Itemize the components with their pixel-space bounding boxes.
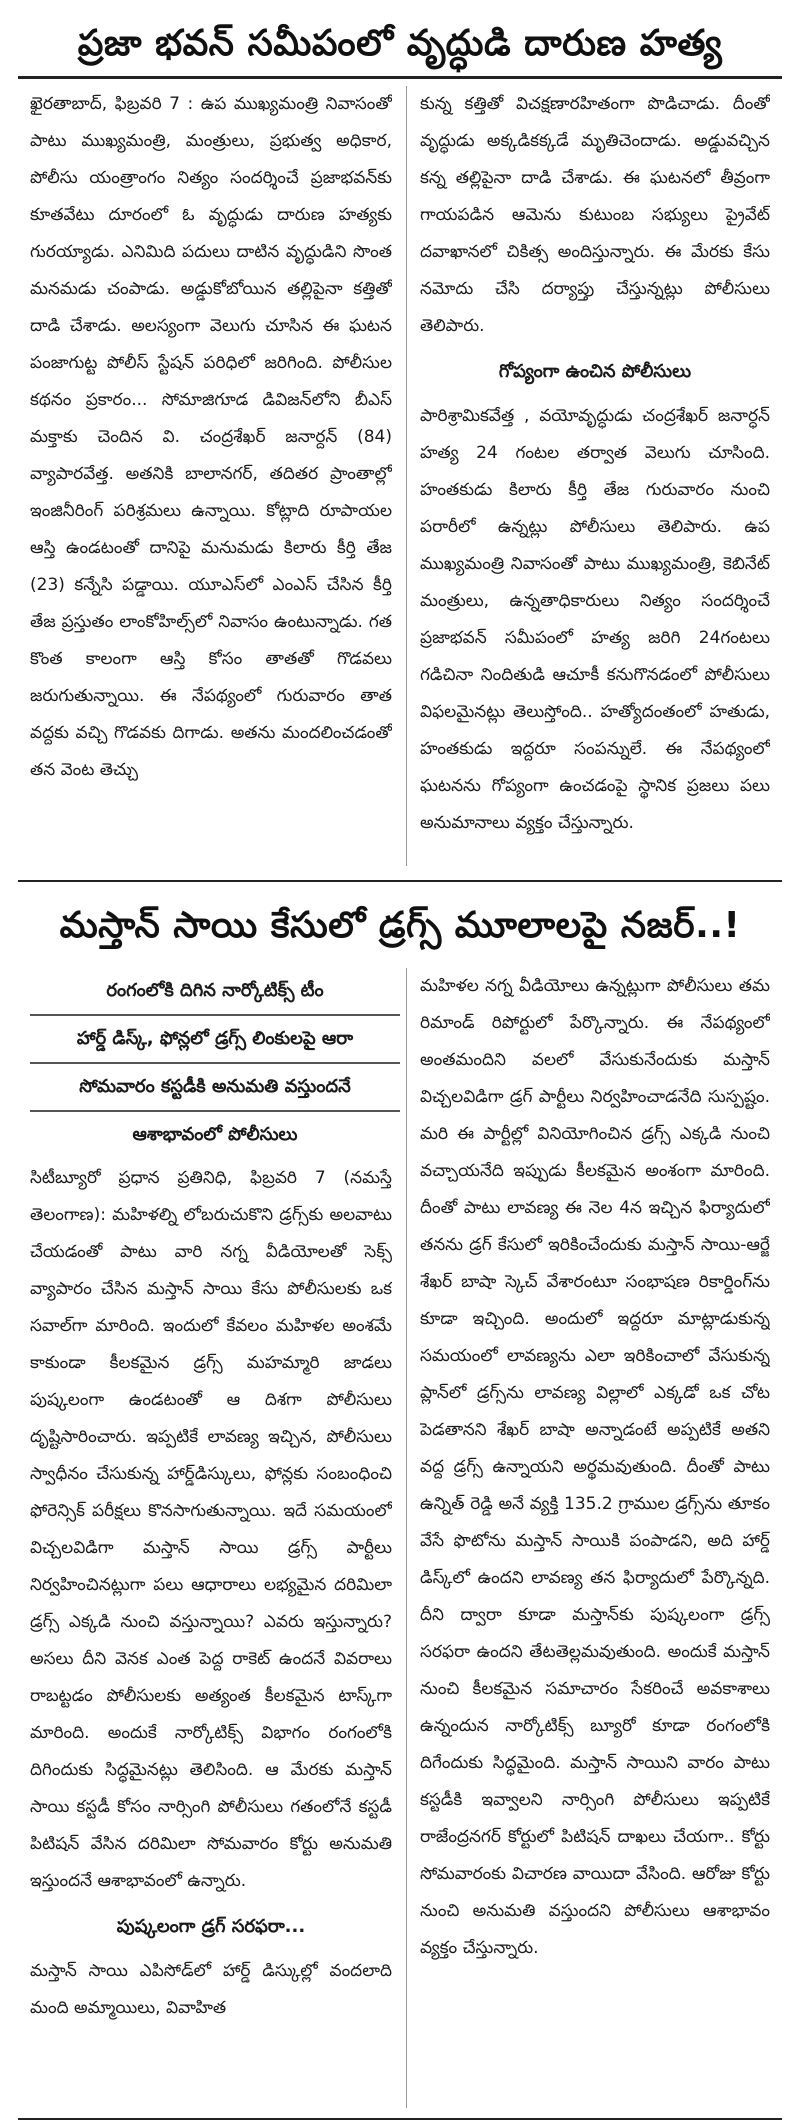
page-bottom-rule	[18, 2118, 782, 2120]
article2-right-text: మహిళల నగ్న వీడియోలు ఉన్నట్లుగా పోలీసులు తమ రిమాండ్ రిపోర్టులో పేర్కొన్నారు. ఈ నేపథ్యంలో అంతమందిని వలలో వేసుకునేందుకు మస్తాన్ విచ్చలవిడిగా డ్రగ్ పార్టీలు నిర్వహించాడనేది సుస్పష్టం. మరి ఈ పార్టీల్లో వినియోగించిన డ్రగ్స్ ఎక్కడి నుంచి వచ్చాయనేది ఇప్పుడు కీలకమైన అంశంగా మారింది. దీంతో పాటు లావణ్య ఈ నెల 4న ఇచ్చిన ఫిర్యాదులో తనను డ్రగ్ కేసులో ఇరికించేందుకు మస్తాన్ సాయి-ఆర్జే శేఖర్ బాషా స్కెచ్ వేశారంటూ సంభాషణ రికార్డింగ్‌ను కూడా ఇచ్చింది. అందులో ఇద్దరూ మాట్లాడుకున్న సమయంలో లావణ్యను ఎలా ఇరికించాలో వేసుకున్న ప్లాన్‌లో డ్రగ్స్‌ను లావణ్య విల్లాలో ఎక్కడో ఒక చోట పెడతానని శేఖర్ బాషా అన్నాడంటే అప్పటికే అతని వద్ద డ్రగ్స్ ఉన్నాయని అర్థమవుతుంది. దీంతో పాటు ఉన్నిత్ రెడ్డి అనే వ్యక్తి 135.2 గ్రాముల డ్రగ్స్‌ను తూకం వేసే ఫొటోను మస్తాన్ సాయికి పంపాడని, అది హార్డ్ డిస్క్‌లో ఉందని లావణ్య తన ఫిర్యాదులో పేర్కొన్నది. దీని ద్వారా కూడా మస్తాన్‌కు పుష్కలంగా డ్రగ్స్ సరఫరా ఉందని తేటతెల్లమవుతుంది. అందుకే మస్తాన్ నుంచి కీలకమైన సమాచారం సేకరించే అవకాశాలు ఉన్నందున నార్కోటిక్స్ బ్యూరో కూడా రంగంలోకి దిగేందుకు సిద్ధమైంది. మస్తాన్ సాయిని వారం పాటు కస్టడీకి ఇవ్వాలని నార్సింగి పోలీసులు ఇప్పటికే రాజేంద్రనగర్ కోర్టులో పిటిషన్ దాఖలు చేయగా.. కోర్టు సోమవారంకు విచారణ వాయిదా వేసింది. ఆరోజు కోర్టు నుంచి అనుమతి వస్తుందని పోలీసులు ఆశాభావం వ్యక్తం చేస్తున్నారు.	[420, 976, 770, 1958]
article2-headline: మస్తాన్ సాయి కేసులో డ్రగ్స్ మూలాలపై నజర్..!	[59, 905, 741, 946]
article2-subhead: పుష్కలంగా డ్రగ్ సరఫరా...	[116, 1916, 306, 1937]
column-divider	[406, 86, 407, 866]
article1-left-text: ఖైరతాబాద్, ఫిబ్రవరి 7 : ఉప ముఖ్యమంత్రి నివాసంతో పాటు ముఖ్యమంత్రి, మంత్రులు, ప్రభుత్వ అధికార, పోలీసు యంత్రాంగం నిత్యం సందర్శించే ప్రజాభవన్‌కు కూతవేటు దూరంలో ఓ వృద్ధుడు దారుణ హత్యకు గురయ్యాడు. ఎనిమిది పదులు దాటిన వృద్ధుడిని సొంత మనమడు చంపాడు. అడ్డుకోబోయిన తల్లిపైనా కత్తితో దాడి చేశాడు. అలస్యంగా వెలుగు చూసిన ఈ ఘటన పంజాగుట్ట పోలీస్ స్టేషన్ పరిధిలో జరిగింది. పోలీసుల కథనం ప్రకారం... సోమాజిగూడ డివిజన్‌లోని బీఎస్ మక్తాకు చెందిన వి. చంద్రశేఖర్ జనార్దన్ (84) వ్యాపారవేత్త. అతనికి బాలానగర్, తదితర ప్రాంతాల్లో ఇంజినీరింగ్ పరిశ్రమలు ఉన్నాయి. కోట్లాది రూపాయల ఆస్తి ఉండటంతో దానిపై మనుమడు కిలారు కీర్తి తేజ (23) కన్నేసి పడ్డాయి. యూఎస్‌లో ఎంఎస్ చేసిన కీర్తి తేజ ప్రస్తుతం లాంకోహిల్స్‌లో నివాసం ఉంటున్నాడు. గత కొంత కాలంగా ఆస్తి కోసం తాతతో గొడవలు జరుగుతున్నాయి. ఈ నేపథ్యంలో గురువారం తాత వద్దకు వచ్చి గొడవకు దిగాడు. అతను మందలించడంతో తన వెంట తెచ్చు	[30, 94, 392, 780]
article2-left-column	[30, 1160, 392, 2110]
article1-top-rule	[18, 76, 782, 79]
article1-right-top-text: కున్న కత్తితో విచక్షణారహితంగా పొడిచాడు. దీంతో వృద్ధుడు అక్కడికక్కడే మృతిచెందాడు. అడ్డువచ్చిన కన్న తల్లిపైనా దాడి చేశాడు. ఈ ఘటనలో తీవ్రంగా గాయపడిన ఆమెను కుటుంబ సభ్యులు ప్రైవేట్ దవాఖానలో చికిత్స అందిస్తున్నారు. ఈ మేరకు కేసు నమోదు చేసి దర్యాప్తు చేస్తున్నట్లు పోలీసులు తెలిపారు.	[420, 94, 770, 336]
article1-right-bottom-text: పారిశ్రామికవేత్త , వయోవృద్ధుడు చంద్రశేఖర్ జనార్ధన్ హత్య 24 గంటల తర్వాత వెలుగు చూసింది. హంతకుడు కిలారు కీర్తి తేజ గురువారం నుంచి పరారీలో ఉన్నట్లు పోలీసులు తెలిపారు. ఉప ముఖ్యమంత్రి నివాసంతో పాటు ముఖ్యమంత్రి, కెబినేట్ మంత్రులు, ఉన్నతాధికారులు నిత్యం సందర్శించే ప్రజాభవన్ సమీపంలో హత్య జరిగి 24గంటలు గడిచినా నిందితుడి ఆచూకీ కనుగొనడంలో పోలీసులు విఫలమైనట్లు తెలుస్తోంది.. హత్యోదంతంలో హతుడు, హంతకుడు ఇద్దరూ సంపన్నులే. ఈ నేపథ్యంలో ఘటనను గోప్యంగా ఉంచడంపై స్థానిక ప్రజలు పలు అనుమానాలు వ్యక్తం చేస్తున్నారు.	[420, 406, 770, 833]
deck-line: ఆశాభావంలో పోలీసులు	[30, 1110, 400, 1158]
article2-left-tail-text: మస్తాన్ సాయి ఎపిసోడ్‌లో హార్డ్ డిస్కుల్లో వందలాది మంది అమ్మాయిలు, వివాహిత	[30, 1961, 392, 2018]
deck-line: సోమవారం కస్టడీకి అనుమతి వస్తుందనే	[30, 1062, 400, 1110]
deck-line: రంగంలోకి దిగిన నార్కోటిక్స్ టీం	[106, 980, 324, 1001]
article1-subhead: గోప్యంగా ఉంచిన పోలీసులు	[498, 361, 692, 382]
article2-left-text: సిటీబ్యూరో ప్రధాన ప్రతినిధి, ఫిబ్రవరి 7 (నమస్తే తెలంగాణ): మహిళల్ని లోబరుచుకొని డ్రగ్స్‌కు అలవాటు చేయడంతో పాటు వారి నగ్న వీడియోలతో సెక్స్ వ్యాపారం చేసిన మస్తాన్ సాయి కేసు పోలీసులకు ఒక సవాల్‌గా మారింది. ఇందులో కేవలం మహిళల అంశమే కాకుండా కీలకమైన డ్రగ్స్ మహమ్మారి జాడలు పుష్కలంగా ఉండటంతో ఆ దిశగా పోలీసులు దృష్టిసారించారు. ఇప్పటికే లావణ్య ఇచ్చిన, పోలీసులు స్వాధీనం చేసుకున్న హార్డ్‌డిస్కులు, ఫోన్లకు సంబంధించి ఫోరెన్సిక్ పరీక్షలు కొనసాగుతున్నాయి. ఇదే సమయంలో విచ్చలవిడిగా మస్తాన్ సాయి డ్రగ్స్ పార్టీలు నిర్వహించినట్లుగా పలు ఆధారాలు లభ్యమైన దరిమిలా డ్రగ్స్ ఎక్కడి నుంచి వస్తున్నాయి? ఎవరు ఇస్తున్నారు? అసలు దీని వెనక ఎంత పెద్ద రాకెట్ ఉందనే వివరాలు రాబట్టడం పోలీసులకు అత్యంత కీలకమైన టాస్క్‌గా మారింది. అందుకే నార్కోటిక్స్ విభాగం రంగంలోకి దిగిందుకు సిద్ధమైనట్లు తెలిసింది. ఆ మేరకు మస్తాన్ సాయి కస్టడీ కోసం నార్సింగి పోలీసులు గతంలోనే కస్టడీ పిటిషన్ వేసిన దరిమిలా సోమవారం కోర్టు అనుమతి ఇస్తుందనే ఆశాభావంలో ఉన్నారు.	[30, 1168, 392, 1891]
article2-right-column	[420, 968, 770, 2108]
article2-deck	[30, 968, 400, 1158]
deck-line: హార్డ్ డిస్క్, ఫోన్లలో డ్రగ్స్ లింకులపై ఆరా	[30, 1014, 400, 1062]
article-separator	[18, 880, 782, 882]
column-divider	[406, 968, 407, 2108]
article1-right-column	[420, 86, 770, 866]
article1-left-column	[30, 86, 392, 866]
article1-headline: ప్రజా భవన్ సమీపంలో వృద్ధుడి దారుణ హత్య	[77, 23, 723, 64]
